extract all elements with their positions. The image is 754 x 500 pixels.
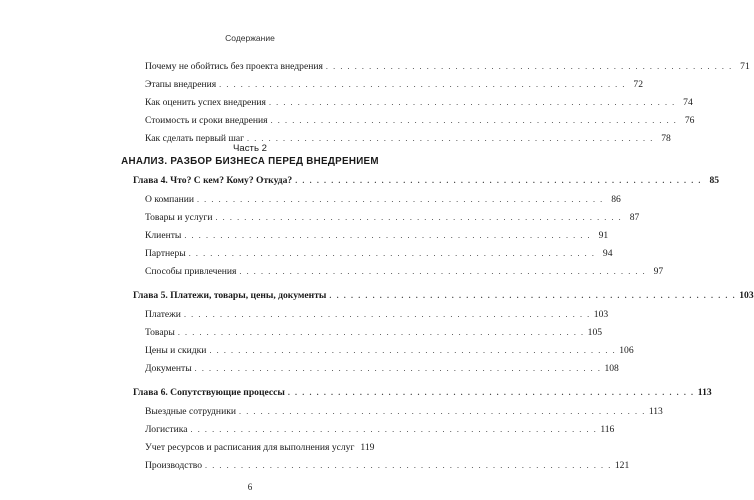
chapter-title: Глава 5. Платежи, товары, цены, документы xyxy=(133,290,327,301)
chapter-page: 85 xyxy=(709,175,720,186)
toc-entry[interactable] xyxy=(145,460,630,472)
toc-entry[interactable] xyxy=(145,327,603,339)
toc-entry-page: 119 xyxy=(360,442,375,453)
dot-leader: . . . . . . . . . . . . . . . . . . . . . . . . . . . . . . . . . . . . . . . . . . . . . . . . . . . . . . . . . xyxy=(209,346,617,355)
toc-entry[interactable] xyxy=(145,363,619,375)
toc-entry[interactable] xyxy=(145,230,609,242)
toc-entry-page: 76 xyxy=(684,115,695,126)
toc-entry-title: Товары и услуги xyxy=(145,212,213,223)
toc-entry-title: Этапы внедрения xyxy=(145,79,217,90)
toc-entry[interactable] xyxy=(145,345,634,357)
toc-entry-title: Стоимость и сроки внедрения xyxy=(145,115,268,126)
toc-entry-page: 116 xyxy=(600,424,615,435)
toc-chapter-entry[interactable] xyxy=(133,175,720,187)
chapter-title: Глава 6. Сопутствующие процессы xyxy=(133,387,285,398)
dot-leader: . . . . . . . . . . . . . . . . . . . . . . . . . . . . . . . . . . . . . . . . . . . . . . . . . . . . . . . . . xyxy=(247,134,654,143)
chapter-page: 103 xyxy=(739,290,754,301)
toc-entry-page: 108 xyxy=(604,363,619,374)
toc-entry-page: 105 xyxy=(587,327,603,338)
dot-leader: . . . . . . . . . . . . . . . . . . . . . . . . . . . . . . . . . . . . . . . . . . . . . . . . . . . . . . . . . xyxy=(270,116,678,125)
toc-entry-page: 71 xyxy=(740,61,750,72)
toc-entry-title: Почему не обойтись без проекта внедрения xyxy=(145,61,323,72)
page-header: Содержание xyxy=(225,33,275,43)
chapter-title: Глава 4. Что? С кем? Кому? Откуда? xyxy=(133,175,293,186)
toc-entry[interactable] xyxy=(145,212,640,224)
toc-entry-page: 86 xyxy=(611,194,621,205)
toc-entry-page: 74 xyxy=(683,97,693,108)
toc-entry-title: Товары xyxy=(145,327,175,338)
toc-entry-page: 94 xyxy=(602,248,613,259)
toc-entry[interactable] xyxy=(145,424,615,436)
toc-entry-title: Цены и скидки xyxy=(145,345,207,356)
toc-entry[interactable] xyxy=(145,194,621,206)
toc-entry-page: 78 xyxy=(661,133,671,144)
toc-entry-title: Как оценить успех внедрения xyxy=(145,97,266,108)
toc-entry[interactable] xyxy=(145,115,695,127)
toc-chapter-entry[interactable] xyxy=(133,290,754,302)
dot-leader: . . . . . . . . . . . . . . . . . . . . . . . . . . . . . . . . . . . . . . . . . . . . . . . . . . . . . . . . . xyxy=(325,62,733,71)
toc-entry[interactable] xyxy=(145,61,750,73)
dot-leader: . . . . . . . . . . . . . . . . . . . . . . . . . . . . . . . . . . . . . . . . . . . . . . . . . . . . . . . . . xyxy=(287,388,695,397)
toc-entry-title: Платежи xyxy=(145,309,181,320)
toc-entry[interactable] xyxy=(145,309,609,321)
dot-leader: . . . . . . . . . . . . . . . . . . . . . . . . . . . . . . . . . . . . . . . . . . . . . . . . . . . . . . . . . xyxy=(183,310,591,319)
toc-entry-title: Партнеры xyxy=(145,248,186,259)
dot-leader: . . . . . . . . . . . . . . . . . . . . . . . . . . . . . . . . . . . . . . . . . . . . . . . . . . . . . . . . . xyxy=(239,267,647,276)
dot-leader: . . . . . . . . . . . . . . . . . . . . . . . . . . . . . . . . . . . . . . . . . . . . . . . . . . . . . . . . . xyxy=(268,98,676,107)
toc-entry-title: Выездные сотрудники xyxy=(145,406,236,417)
toc-entry-page: 121 xyxy=(614,460,630,471)
toc-entry-page: 72 xyxy=(633,79,643,90)
toc-entry-page: 103 xyxy=(593,309,609,320)
page-number: 6 xyxy=(247,482,253,492)
chapter-page: 113 xyxy=(697,387,712,398)
toc-entry-title: Учет ресурсов и расписания для выполнения услуг xyxy=(145,442,355,453)
toc-entry-page: 106 xyxy=(619,345,634,356)
toc-chapter-entry[interactable] xyxy=(133,387,712,399)
toc-entry[interactable] xyxy=(145,266,664,278)
dot-leader: . . . . . . . . . . . . . . . . . . . . . . . . . . . . . . . . . . . . . . . . . . . . . . . . . . . . . . . . . xyxy=(196,195,604,204)
dot-leader: . . . . . . . . . . . . . . . . . . . . . . . . . . . . . . . . . . . . . . . . . . . . . . . . . . . . . . . . . xyxy=(239,407,646,416)
dot-leader: . . . . . . . . . . . . . . . . . . . . . . . . . . . . . . . . . . . . . . . . . . . . . . . . . . . . . . . . . xyxy=(329,291,737,300)
dot-leader: . . . . . . . . . . . . . . . . . . . . . . . . . . . . . . . . . . . . . . . . . . . . . . . . . . . . . . . . . xyxy=(205,461,612,470)
toc-entry[interactable] xyxy=(145,97,693,109)
toc-entry-page: 113 xyxy=(648,406,663,417)
toc-entry[interactable] xyxy=(145,79,643,91)
toc-entry-page: 97 xyxy=(653,266,664,277)
toc-entry[interactable] xyxy=(145,442,375,454)
dot-leader: . . . . . . . . . . . . . . . . . . . . . . . . . . . . . . . . . . . . . . . . . . . . . . . . . . . . . . . . . xyxy=(190,425,598,434)
toc-entry-page: 91 xyxy=(598,230,609,241)
dot-leader: . . . . . . . . . . . . . . . . . . . . . . . . . . . . . . . . . . . . . . . . . . . . . . . . . . . . . . . . . xyxy=(184,231,592,240)
dot-leader: . . . . . . . . . . . . . . . . . . . . . . . . . . . . . . . . . . . . . . . . . . . . . . . . . . . . . . . . . xyxy=(188,249,596,258)
toc-entry-title: Как сделать первый шаг xyxy=(145,133,245,144)
dot-leader: . . . . . . . . . . . . . . . . . . . . . . . . . . . . . . . . . . . . . . . . . . . . . . . . . . . . . . . . . xyxy=(219,80,626,89)
dot-leader: . . . . . . . . . . . . . . . . . . . . . . . . . . . . . . . . . . . . . . . . . . . . . . . . . . . . . . . . . xyxy=(295,176,703,185)
toc-entry-title: Производство xyxy=(145,460,203,471)
toc-entry-title: О компании xyxy=(145,194,194,205)
toc-entry-page: 87 xyxy=(629,212,640,223)
toc-entry-title: Документы xyxy=(145,363,192,374)
part-title: АНАЛИЗ. РАЗБОР БИЗНЕСА ПЕРЕД ВНЕДРЕНИЕМ xyxy=(121,156,379,167)
toc-entry[interactable] xyxy=(145,248,613,260)
dot-leader: . . . . . . . . . . . . . . . . . . . . . . . . . . . . . . . . . . . . . . . . . . . . . . . . . . . . . . . . . xyxy=(177,328,585,337)
part-label: Часть 2 xyxy=(233,143,267,154)
toc-entry[interactable] xyxy=(145,406,663,418)
dot-leader: . . . . . . . . . . . . . . . . . . . . . . . . . . . . . . . . . . . . . . . . . . . . . . . . . . . . . . . . . xyxy=(215,213,623,222)
toc-entry-title: Способы привлечения xyxy=(145,266,237,277)
toc-entry-title: Логистика xyxy=(145,424,188,435)
toc-entry-title: Клиенты xyxy=(145,230,182,241)
dot-leader: . . . . . . . . . . . . . . . . . . . . . . . . . . . . . . . . . . . . . . . . . . . . . . . . . . . . . . . . . xyxy=(194,364,602,373)
